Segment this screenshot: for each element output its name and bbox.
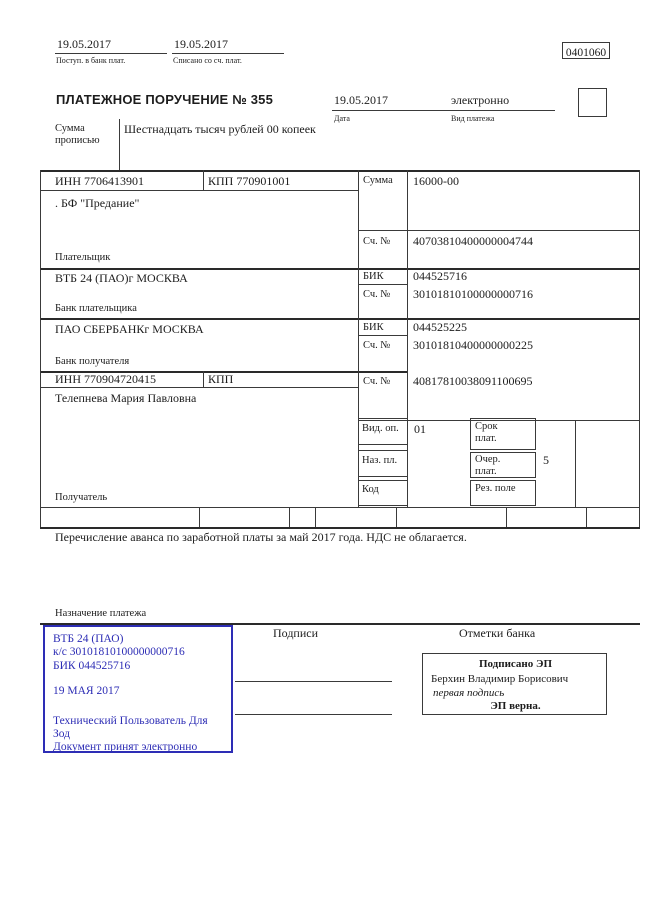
bank-stamp-line: Документ принят электронно <box>53 741 198 753</box>
table-border <box>358 230 640 231</box>
signature-stamp-signer: Берхин Владимир Борисович <box>431 673 569 685</box>
signature-stamp-verified: ЭП верна. <box>490 700 541 712</box>
bank-stamp <box>43 625 233 753</box>
table-border <box>40 507 640 508</box>
amount-value: 16000-00 <box>413 174 459 188</box>
ocher-plat-value: 5 <box>543 453 549 467</box>
divider-line <box>332 110 448 111</box>
payee-bank-name: ПАО СБЕРБАНКг МОСКВА <box>55 322 204 336</box>
payer-bank-section-label: Банк плательщика <box>55 303 137 314</box>
form-code-box <box>562 42 610 59</box>
divider-line <box>55 53 167 54</box>
signature-stamp-type: первая подпись <box>433 687 505 699</box>
divider-line <box>448 110 555 111</box>
table-border <box>203 371 204 387</box>
bank-stamp-line: БИК 044525716 <box>53 660 131 672</box>
signature-line <box>235 714 392 715</box>
amount-in-words-value: Шестнадцать тысяч рублей 00 копеек <box>124 122 316 136</box>
payee-bank-account-value: 30101810400000000225 <box>413 338 533 352</box>
table-border <box>40 170 640 172</box>
received-in-bank-date: 19.05.2017 <box>57 37 111 51</box>
bank-stamp-line: ВТБ 24 (ПАО) <box>53 633 124 645</box>
bank-stamp-line: к/с 30101810100000000716 <box>53 646 185 658</box>
table-border <box>40 170 41 527</box>
table-border <box>40 268 640 270</box>
table-border <box>358 284 407 285</box>
table-border <box>586 507 587 527</box>
amount-in-words-label: Сумма прописью <box>55 123 100 146</box>
table-border <box>506 507 507 527</box>
payer-bank-account-value: 30101810100000000716 <box>413 287 533 301</box>
kod-label: Код <box>362 484 379 495</box>
purpose-text: Перечисление аванса по заработной платы за май 2017 года. НДС не облагается. <box>55 530 467 544</box>
payee-bank-account-label: Сч. № <box>363 340 391 351</box>
rez-pole-label: Рез. поле <box>475 483 516 494</box>
payer-name: . БФ "Предание" <box>55 196 140 210</box>
amount-label: Сумма <box>363 175 393 186</box>
debited-from-account-date: 19.05.2017 <box>174 37 228 51</box>
table-border <box>396 507 397 527</box>
signature-line <box>235 681 392 682</box>
debited-from-account-label: Списано со сч. плат. <box>173 56 242 65</box>
table-border <box>575 420 576 507</box>
bank-stamp-line: 19 МАЯ 2017 <box>53 685 120 697</box>
signature-stamp <box>422 653 607 715</box>
table-border <box>40 318 640 320</box>
payer-bank-bik-label: БИК <box>363 271 384 282</box>
form-code: 0401060 <box>565 47 607 59</box>
payer-kpp: КПП 770901001 <box>208 174 291 188</box>
payee-account-label: Сч. № <box>363 376 391 387</box>
signature-stamp-title: Подписано ЭП <box>478 658 553 670</box>
payer-bank-name: ВТБ 24 (ПАО)г МОСКВА <box>55 271 188 285</box>
bank-stamp-line: Зод <box>53 728 71 740</box>
purpose-label: Назначение платежа <box>55 608 147 619</box>
table-border <box>639 170 640 527</box>
ocher-plat-label: Очер. плат. <box>475 454 501 477</box>
divider-line <box>172 53 284 54</box>
payer-bank-bik-value: 044525716 <box>413 269 467 283</box>
bank-stamp-line: Технический Пользователь Для <box>53 715 208 727</box>
table-border <box>40 190 358 191</box>
table-border <box>40 527 640 529</box>
srok-plat-label: Срок плат. <box>475 421 498 444</box>
table-border <box>289 507 290 527</box>
payee-bank-bik-value: 044525225 <box>413 320 467 334</box>
payee-name: Телепнева Мария Павловна <box>55 391 197 405</box>
payee-account-value: 40817810038091100695 <box>413 374 533 388</box>
table-border <box>358 335 407 336</box>
payer-bank-account-label: Сч. № <box>363 289 391 300</box>
payer-inn: ИНН 7706413901 <box>55 174 144 188</box>
table-border <box>199 507 200 527</box>
payer-account-label: Сч. № <box>363 236 391 247</box>
table-border <box>315 507 316 527</box>
naz-pl-label: Наз. пл. <box>362 455 398 466</box>
divider-line <box>119 119 120 170</box>
payer-section-label: Плательщик <box>55 252 111 263</box>
document-date-value: 19.05.2017 <box>334 93 388 107</box>
bank-marks-label: Отметки банка <box>459 626 536 640</box>
table-border <box>203 170 204 190</box>
payee-section-label: Получатель <box>55 492 108 503</box>
table-border <box>40 387 358 388</box>
vid-op-value: 01 <box>414 422 426 436</box>
payment-kind-label: Вид платежа <box>451 114 495 123</box>
empty-mark-box <box>578 88 607 117</box>
page-title: ПЛАТЕЖНОЕ ПОРУЧЕНИЕ № 355 <box>56 92 274 107</box>
signatures-label: Подписи <box>273 626 319 640</box>
payee-bank-section-label: Банк получателя <box>55 356 130 367</box>
vid-op-label: Вид. оп. <box>362 423 399 434</box>
payee-bank-bik-label: БИК <box>363 322 384 333</box>
payee-kpp-label: КПП <box>208 372 234 386</box>
received-in-bank-label: Поступ. в банк плат. <box>56 56 126 65</box>
payee-inn: ИНН 770904720415 <box>55 372 156 386</box>
payer-account-value: 40703810400000004744 <box>413 234 533 248</box>
payment-kind-value: электронно <box>451 93 510 107</box>
document-date-label: Дата <box>334 114 350 123</box>
